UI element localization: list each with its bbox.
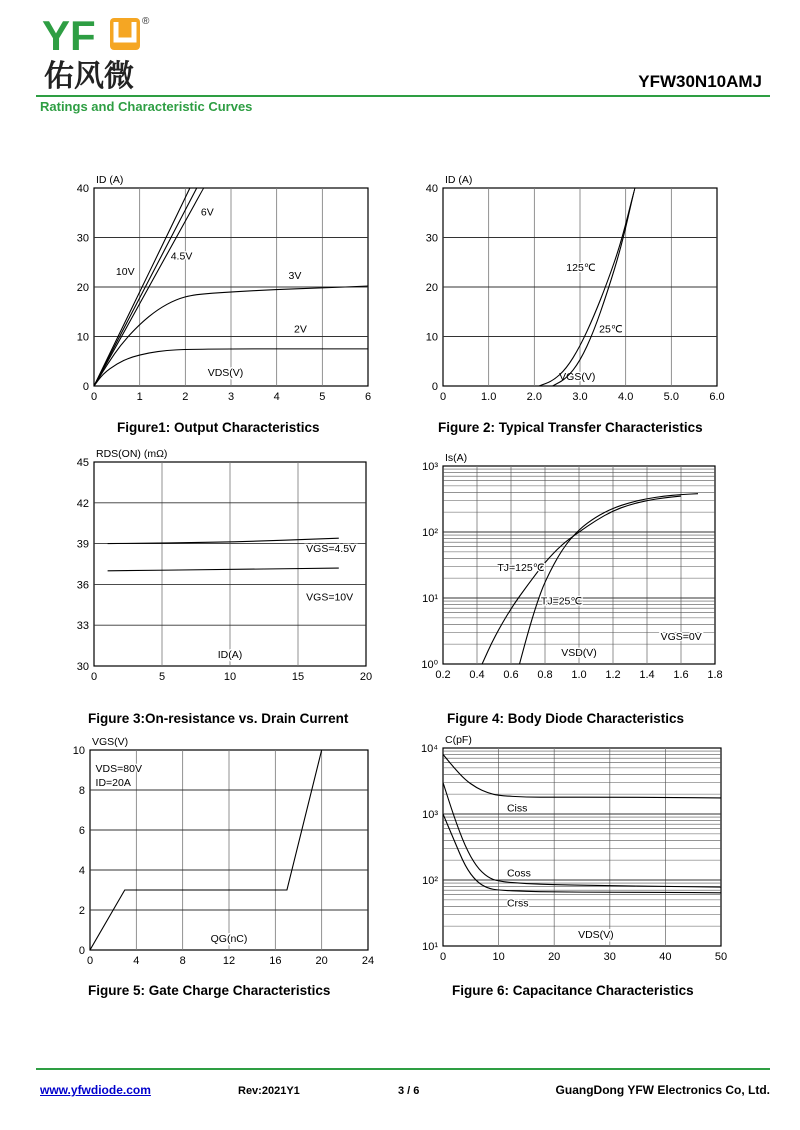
x-tick-label: 16 (269, 955, 282, 967)
annotation-g10: VGS=10V (306, 591, 354, 604)
x-tick-label: 0 (439, 391, 447, 403)
part-number: YFW30N10AMJ (638, 72, 762, 91)
y-tick-label: 30 (76, 232, 89, 245)
x-tick-label: 10 (223, 671, 237, 683)
x-tick-label: 3.0 (572, 391, 588, 403)
x-tick-label: 0 (86, 955, 94, 967)
x-axis-title: VSD(V) (561, 647, 597, 660)
y-tick-label: 45 (76, 457, 89, 469)
x-tick-label: 1.8 (707, 669, 723, 681)
figure-4-chart (405, 442, 745, 692)
company-name: GuangDong YFW Electronics Co, Ltd. (555, 1083, 770, 1097)
y-tick-label: 0 (78, 945, 85, 957)
x-tick-label: 20 (548, 951, 561, 963)
y-tick-label: 0 (431, 381, 438, 393)
y-tick-label: 39 (76, 538, 89, 551)
x-tick-label: 10 (492, 951, 505, 963)
y-axis-title: C(pF) (445, 734, 472, 746)
x-axis-title: QG(nC) (210, 933, 248, 945)
x-tick-label: 2.0 (526, 391, 542, 403)
figure-5-caption: Figure 5: Gate Charge Characteristics (88, 983, 331, 998)
y-tick-label: 20 (76, 282, 89, 294)
page-number: 3 / 6 (398, 1085, 420, 1097)
x-tick-label: 0.8 (537, 669, 553, 681)
y-tick-label: 40 (76, 183, 89, 195)
series-line-3 (443, 814, 721, 893)
x-tick-label: 4.0 (618, 391, 634, 403)
website-link[interactable]: www.yfwdiode.com (40, 1083, 151, 1097)
x-tick-label: 1.4 (639, 669, 655, 681)
svg-text:佑风微: 佑风微 (44, 59, 134, 90)
y-tick-label: 6 (78, 825, 85, 837)
annotation-ciss: Ciss (506, 802, 528, 815)
x-axis-title: ID(A) (217, 648, 243, 661)
y-tick-label: 10² (422, 527, 438, 539)
x-tick-label: 1 (136, 391, 143, 403)
revision: Rev:2021Y1 (238, 1085, 300, 1097)
x-tick-label: 4 (133, 955, 140, 967)
x-tick-label: 12 (222, 955, 236, 967)
figure-4-caption: Figure 4: Body Diode Characteristics (447, 711, 685, 726)
annotation-vgs: VGS=0V (660, 631, 702, 644)
series-line-1 (443, 754, 721, 798)
figure-2-caption: Figure 2: Typical Transfer Characteristics (438, 420, 703, 435)
footer-divider (36, 1068, 770, 1070)
annotation-v10: 10V (115, 266, 135, 279)
x-tick-label: 1.2 (605, 669, 621, 681)
y-tick-label: 10 (76, 331, 89, 344)
y-tick-label: 10⁴ (421, 743, 438, 755)
series-line-1 (108, 538, 339, 543)
x-tick-label: 0.6 (503, 669, 519, 681)
annotation-tj125: TJ=125℃ (497, 561, 545, 574)
x-tick-label: 6 (364, 391, 372, 403)
y-tick-label: 10⁰ (421, 659, 438, 671)
annotation-v2: 2V (294, 323, 307, 336)
annotation-v6: 6V (200, 206, 214, 219)
y-tick-label: 40 (425, 183, 438, 195)
x-tick-label: 1.6 (673, 669, 689, 681)
x-tick-label: 5 (319, 391, 326, 403)
section-title: Ratings and Characteristic Curves (40, 99, 253, 114)
x-tick-label: 30 (603, 951, 616, 963)
x-tick-label: 4 (273, 391, 280, 403)
x-tick-label: 0 (439, 951, 447, 963)
svg-text:YF: YF (42, 12, 96, 59)
x-tick-label: 0.2 (435, 669, 451, 681)
y-axis-title: ID (A) (445, 174, 473, 186)
svg-text:®: ® (142, 16, 150, 27)
annotation-crss: Crss (506, 897, 529, 910)
y-tick-label: 36 (76, 579, 89, 592)
figure-3-caption: Figure 3:On-resistance vs. Drain Current (88, 711, 349, 726)
yfw-logo (40, 10, 170, 90)
y-axis-title: RDS(ON) (mΩ) (96, 448, 168, 460)
y-tick-label: 10¹ (422, 941, 438, 953)
annotation-v45: 4.5V (170, 250, 193, 263)
x-tick-label: 50 (714, 951, 728, 963)
annotation-tj25: TJ=25℃ (540, 595, 583, 608)
y-tick-label: 0 (82, 381, 89, 393)
annotation-v3: 3V (288, 270, 302, 283)
y-tick-label: 20 (425, 282, 438, 294)
x-tick-label: 0 (90, 391, 98, 403)
figure-5-chart (60, 728, 390, 973)
annotation-cond2: ID=20A (95, 777, 131, 789)
x-tick-label: 40 (659, 951, 672, 963)
figure-2-chart (405, 168, 745, 408)
series-line-1 (482, 496, 681, 664)
figure-6-caption: Figure 6: Capacitance Characteristics (452, 983, 694, 998)
x-tick-label: 15 (291, 671, 305, 683)
y-tick-label: 33 (76, 620, 89, 633)
annotation-t25: 25℃ (599, 323, 623, 336)
y-tick-label: 42 (76, 497, 89, 510)
y-tick-label: 10³ (422, 809, 438, 821)
y-tick-label: 30 (425, 232, 438, 245)
annotation-coss: Coss (506, 867, 531, 880)
x-tick-label: 5.0 (663, 391, 679, 403)
figure-1-chart (60, 168, 390, 408)
x-tick-label: 5 (158, 671, 166, 683)
x-axis-title: VDS(V) (207, 367, 244, 380)
y-tick-label: 10 (425, 331, 438, 344)
x-tick-label: 1.0 (481, 391, 497, 403)
annotation-cond1: VDS=80V (95, 763, 142, 775)
y-axis-title: Is(A) (445, 452, 468, 464)
y-tick-label: 8 (78, 785, 85, 797)
x-tick-label: 20 (315, 955, 328, 967)
x-tick-label: 24 (361, 955, 375, 967)
y-axis-title: VGS(V) (92, 736, 129, 748)
x-tick-label: 2 (182, 391, 189, 403)
x-tick-label: 0 (90, 671, 98, 683)
x-tick-label: 8 (179, 955, 186, 967)
annotation-t125: 125℃ (566, 262, 596, 275)
y-tick-label: 4 (78, 865, 85, 877)
series-line-2 (443, 783, 721, 888)
y-tick-label: 10¹ (422, 593, 438, 605)
figure-6-chart (405, 728, 745, 973)
annotation-g45: VGS=4.5V (306, 542, 357, 555)
x-tick-label: 20 (359, 671, 373, 683)
y-tick-label: 30 (76, 661, 89, 673)
x-axis-title: VDS(V) (578, 929, 614, 942)
y-tick-label: 2 (78, 905, 85, 917)
y-tick-label: 10² (422, 875, 438, 887)
x-tick-label: 6.0 (709, 391, 725, 403)
y-tick-label: 10³ (422, 461, 438, 473)
x-tick-label: 0.4 (469, 669, 485, 681)
header-divider (36, 95, 770, 97)
series-line-2 (108, 568, 339, 571)
figure-3-chart (60, 442, 390, 687)
figure-1-caption: Figure1: Output Characteristics (117, 420, 320, 435)
y-tick-label: 10 (72, 745, 85, 757)
y-axis-title: ID (A) (96, 174, 124, 186)
x-tick-label: 3 (227, 391, 235, 403)
x-tick-label: 1.0 (571, 669, 587, 681)
x-axis-title: VGS(V) (559, 371, 596, 384)
plot-frame (443, 748, 721, 946)
